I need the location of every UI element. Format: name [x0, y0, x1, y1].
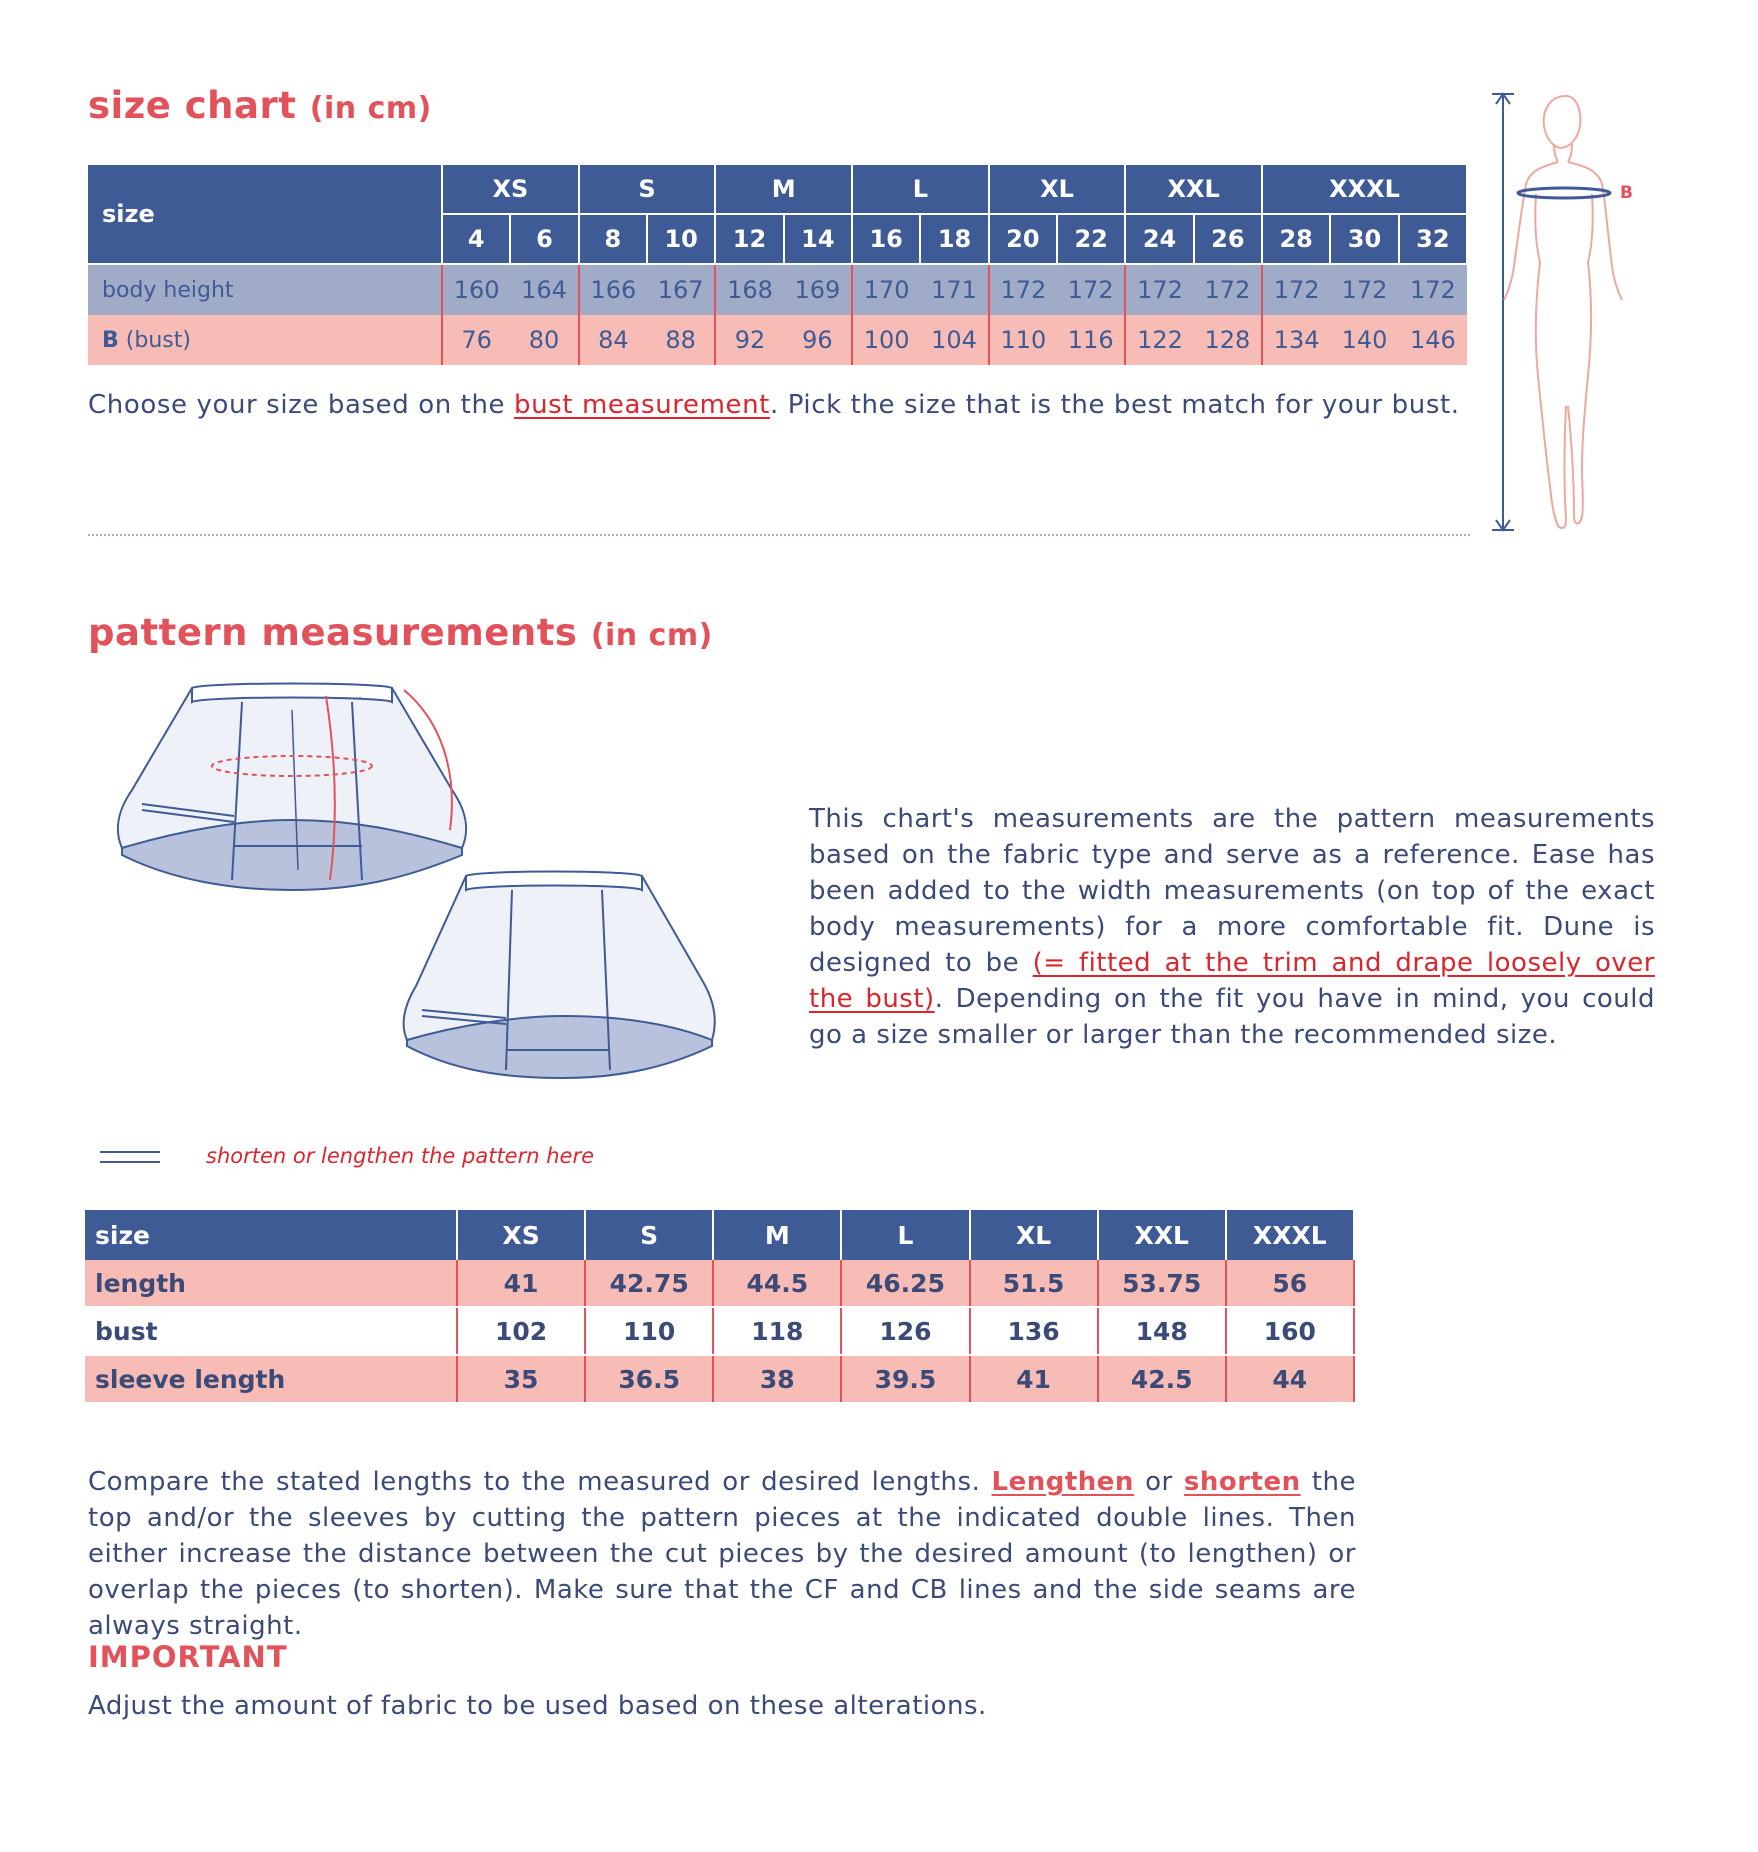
size-group-cell: S [579, 164, 716, 214]
numeric-size-cell: 32 [1399, 214, 1467, 264]
size-header-cell: XS [457, 1210, 585, 1260]
numeric-size-cell: 22 [1057, 214, 1125, 264]
value-cell: 41 [970, 1355, 1098, 1403]
size-header-cell: S [585, 1210, 713, 1260]
value-cell: 116 [1057, 315, 1125, 365]
value-cell: 172 [1194, 264, 1262, 315]
pattern-row [85, 1260, 1354, 1307]
value-cell: 126 [841, 1307, 969, 1355]
value-cell: 84 [579, 315, 647, 365]
row-label: body height [88, 264, 442, 315]
value-cell: 118 [713, 1307, 841, 1355]
value-cell: 42.75 [585, 1260, 713, 1307]
value-cell: 104 [920, 315, 988, 365]
numeric-size-cell: 8 [579, 214, 647, 264]
value-cell: 56 [1226, 1260, 1354, 1307]
value-cell: 122 [1125, 315, 1193, 365]
compare-paragraph: Compare the stated lengths to the measured or desired lengths. Lengthen or shorten the top and/or the sleeves by cutting the pattern pieces at the indicated double lines. Then either increase the distance between the cut pieces by the desired amount (to lengthen) or overlap the pieces (to shorten). Make sure that the CF and CB lines and the side seams are always straight. [88, 1467, 1356, 1641]
value-cell: 136 [970, 1307, 1098, 1355]
value-cell: 172 [1399, 264, 1467, 315]
garment-illustration [62, 680, 792, 1100]
important-heading: IMPORTANT [88, 1640, 288, 1674]
numeric-size-cell: 6 [510, 214, 578, 264]
value-cell: 148 [1098, 1307, 1226, 1355]
value-cell: 172 [989, 264, 1057, 315]
value-cell: 160 [1226, 1307, 1354, 1355]
value-cell: 146 [1399, 315, 1467, 365]
value-cell: 172 [1262, 264, 1330, 315]
value-cell: 100 [852, 315, 920, 365]
value-cell: 39.5 [841, 1355, 969, 1403]
value-cell: 80 [510, 315, 578, 365]
bust-row [88, 315, 1467, 365]
value-cell: 102 [457, 1307, 585, 1355]
value-cell: 44.5 [713, 1260, 841, 1307]
size-group-cell: L [852, 164, 989, 214]
pattern-row [85, 1307, 1354, 1355]
body-height-row [88, 264, 1467, 315]
numeric-size-cell: 4 [442, 214, 510, 264]
row-label: bust [85, 1307, 457, 1355]
bust-measurement-link[interactable]: bust measurement [514, 390, 770, 420]
numeric-size-cell: 24 [1125, 214, 1193, 264]
numeric-size-cell: 30 [1330, 214, 1398, 264]
size-group-cell: M [715, 164, 852, 214]
size-chart-table [88, 163, 1468, 365]
double-line-icon [98, 1148, 162, 1168]
numeric-size-cell: 26 [1194, 214, 1262, 264]
value-cell: 92 [715, 315, 783, 365]
size-group-cell: XXXL [1262, 164, 1467, 214]
size-note: Choose your size based on the bust measurement. Pick the size that is the best match for your bust. [88, 390, 1460, 420]
pattern-measurements-table [85, 1210, 1355, 1404]
body-figure-illustration [1484, 86, 1654, 536]
size-header-cell: XXXL [1226, 1210, 1354, 1260]
size-header-cell: XXL [1098, 1210, 1226, 1260]
shorten-link[interactable]: shorten [1183, 1467, 1301, 1497]
numeric-size-cell: 20 [989, 214, 1057, 264]
numeric-size-cell: 28 [1262, 214, 1330, 264]
value-cell: 51.5 [970, 1260, 1098, 1307]
pattern-row [85, 1355, 1354, 1403]
important-text: Adjust the amount of fabric to be used based on these alterations. [88, 1691, 987, 1721]
value-cell: 35 [457, 1355, 585, 1403]
value-cell: 42.5 [1098, 1355, 1226, 1403]
numeric-size-cell: 18 [920, 214, 988, 264]
front-view-garment [118, 684, 466, 891]
value-cell: 134 [1262, 315, 1330, 365]
legend-label: shorten or lengthen the pattern here [206, 1144, 594, 1168]
size-group-cell: XS [442, 164, 579, 214]
value-cell: 38 [713, 1355, 841, 1403]
value-cell: 171 [920, 264, 988, 315]
value-cell: 160 [442, 264, 510, 315]
value-cell: 46.25 [841, 1260, 969, 1307]
value-cell: 76 [442, 315, 510, 365]
value-cell: 41 [457, 1260, 585, 1307]
numeric-size-cell: 14 [784, 214, 852, 264]
back-view-garment [404, 872, 715, 1079]
pattern-size-header-row [85, 1210, 1354, 1260]
value-cell: 44 [1226, 1355, 1354, 1403]
size-header-cell: M [713, 1210, 841, 1260]
value-cell: 166 [579, 264, 647, 315]
size-header-cell: XL [970, 1210, 1098, 1260]
size-group-cell: XXL [1125, 164, 1262, 214]
value-cell: 96 [784, 315, 852, 365]
size-group-row [88, 164, 1467, 214]
value-cell: 88 [647, 315, 715, 365]
size-group-cell: XL [989, 164, 1126, 214]
value-cell: 170 [852, 264, 920, 315]
pattern-measurements-title: pattern measurements (in cm) [88, 611, 713, 654]
numeric-size-cell: 16 [852, 214, 920, 264]
size-header: size [85, 1210, 457, 1260]
bust-marker-label: B [1620, 183, 1633, 203]
section-divider [88, 534, 1470, 536]
value-cell: 172 [1125, 264, 1193, 315]
size-header: size [88, 164, 442, 264]
size-header-cell: L [841, 1210, 969, 1260]
row-label: B (bust) [88, 315, 442, 365]
value-cell: 140 [1330, 315, 1398, 365]
numeric-size-cell: 12 [715, 214, 783, 264]
value-cell: 169 [784, 264, 852, 315]
value-cell: 36.5 [585, 1355, 713, 1403]
value-cell: 167 [647, 264, 715, 315]
numeric-size-cell: 10 [647, 214, 715, 264]
value-cell: 168 [715, 264, 783, 315]
row-label: length [85, 1260, 457, 1307]
value-cell: 110 [585, 1307, 713, 1355]
value-cell: 128 [1194, 315, 1262, 365]
value-cell: 53.75 [1098, 1260, 1226, 1307]
lengthen-link[interactable]: Lengthen [991, 1467, 1134, 1497]
value-cell: 172 [1057, 264, 1125, 315]
value-cell: 172 [1330, 264, 1398, 315]
value-cell: 164 [510, 264, 578, 315]
pattern-description: This chart's measurements are the pattern measurements based on the fabric type and serve as a reference. Ease has been added to the width measurements (on top of the exact body measurements) for a more comfortable fit. Dune is designed to be (= fitted at the trim and drape loosely over the bust). Depending on the fit you have in mind, you could go a size smaller or larger than the recommended size. [809, 804, 1655, 1050]
size-chart-title: size chart (in cm) [88, 84, 432, 127]
row-label: sleeve length [85, 1355, 457, 1403]
value-cell: 110 [989, 315, 1057, 365]
fit-description-link[interactable]: (= fitted at the trim and drape loosely over the bust) [809, 948, 1655, 1014]
